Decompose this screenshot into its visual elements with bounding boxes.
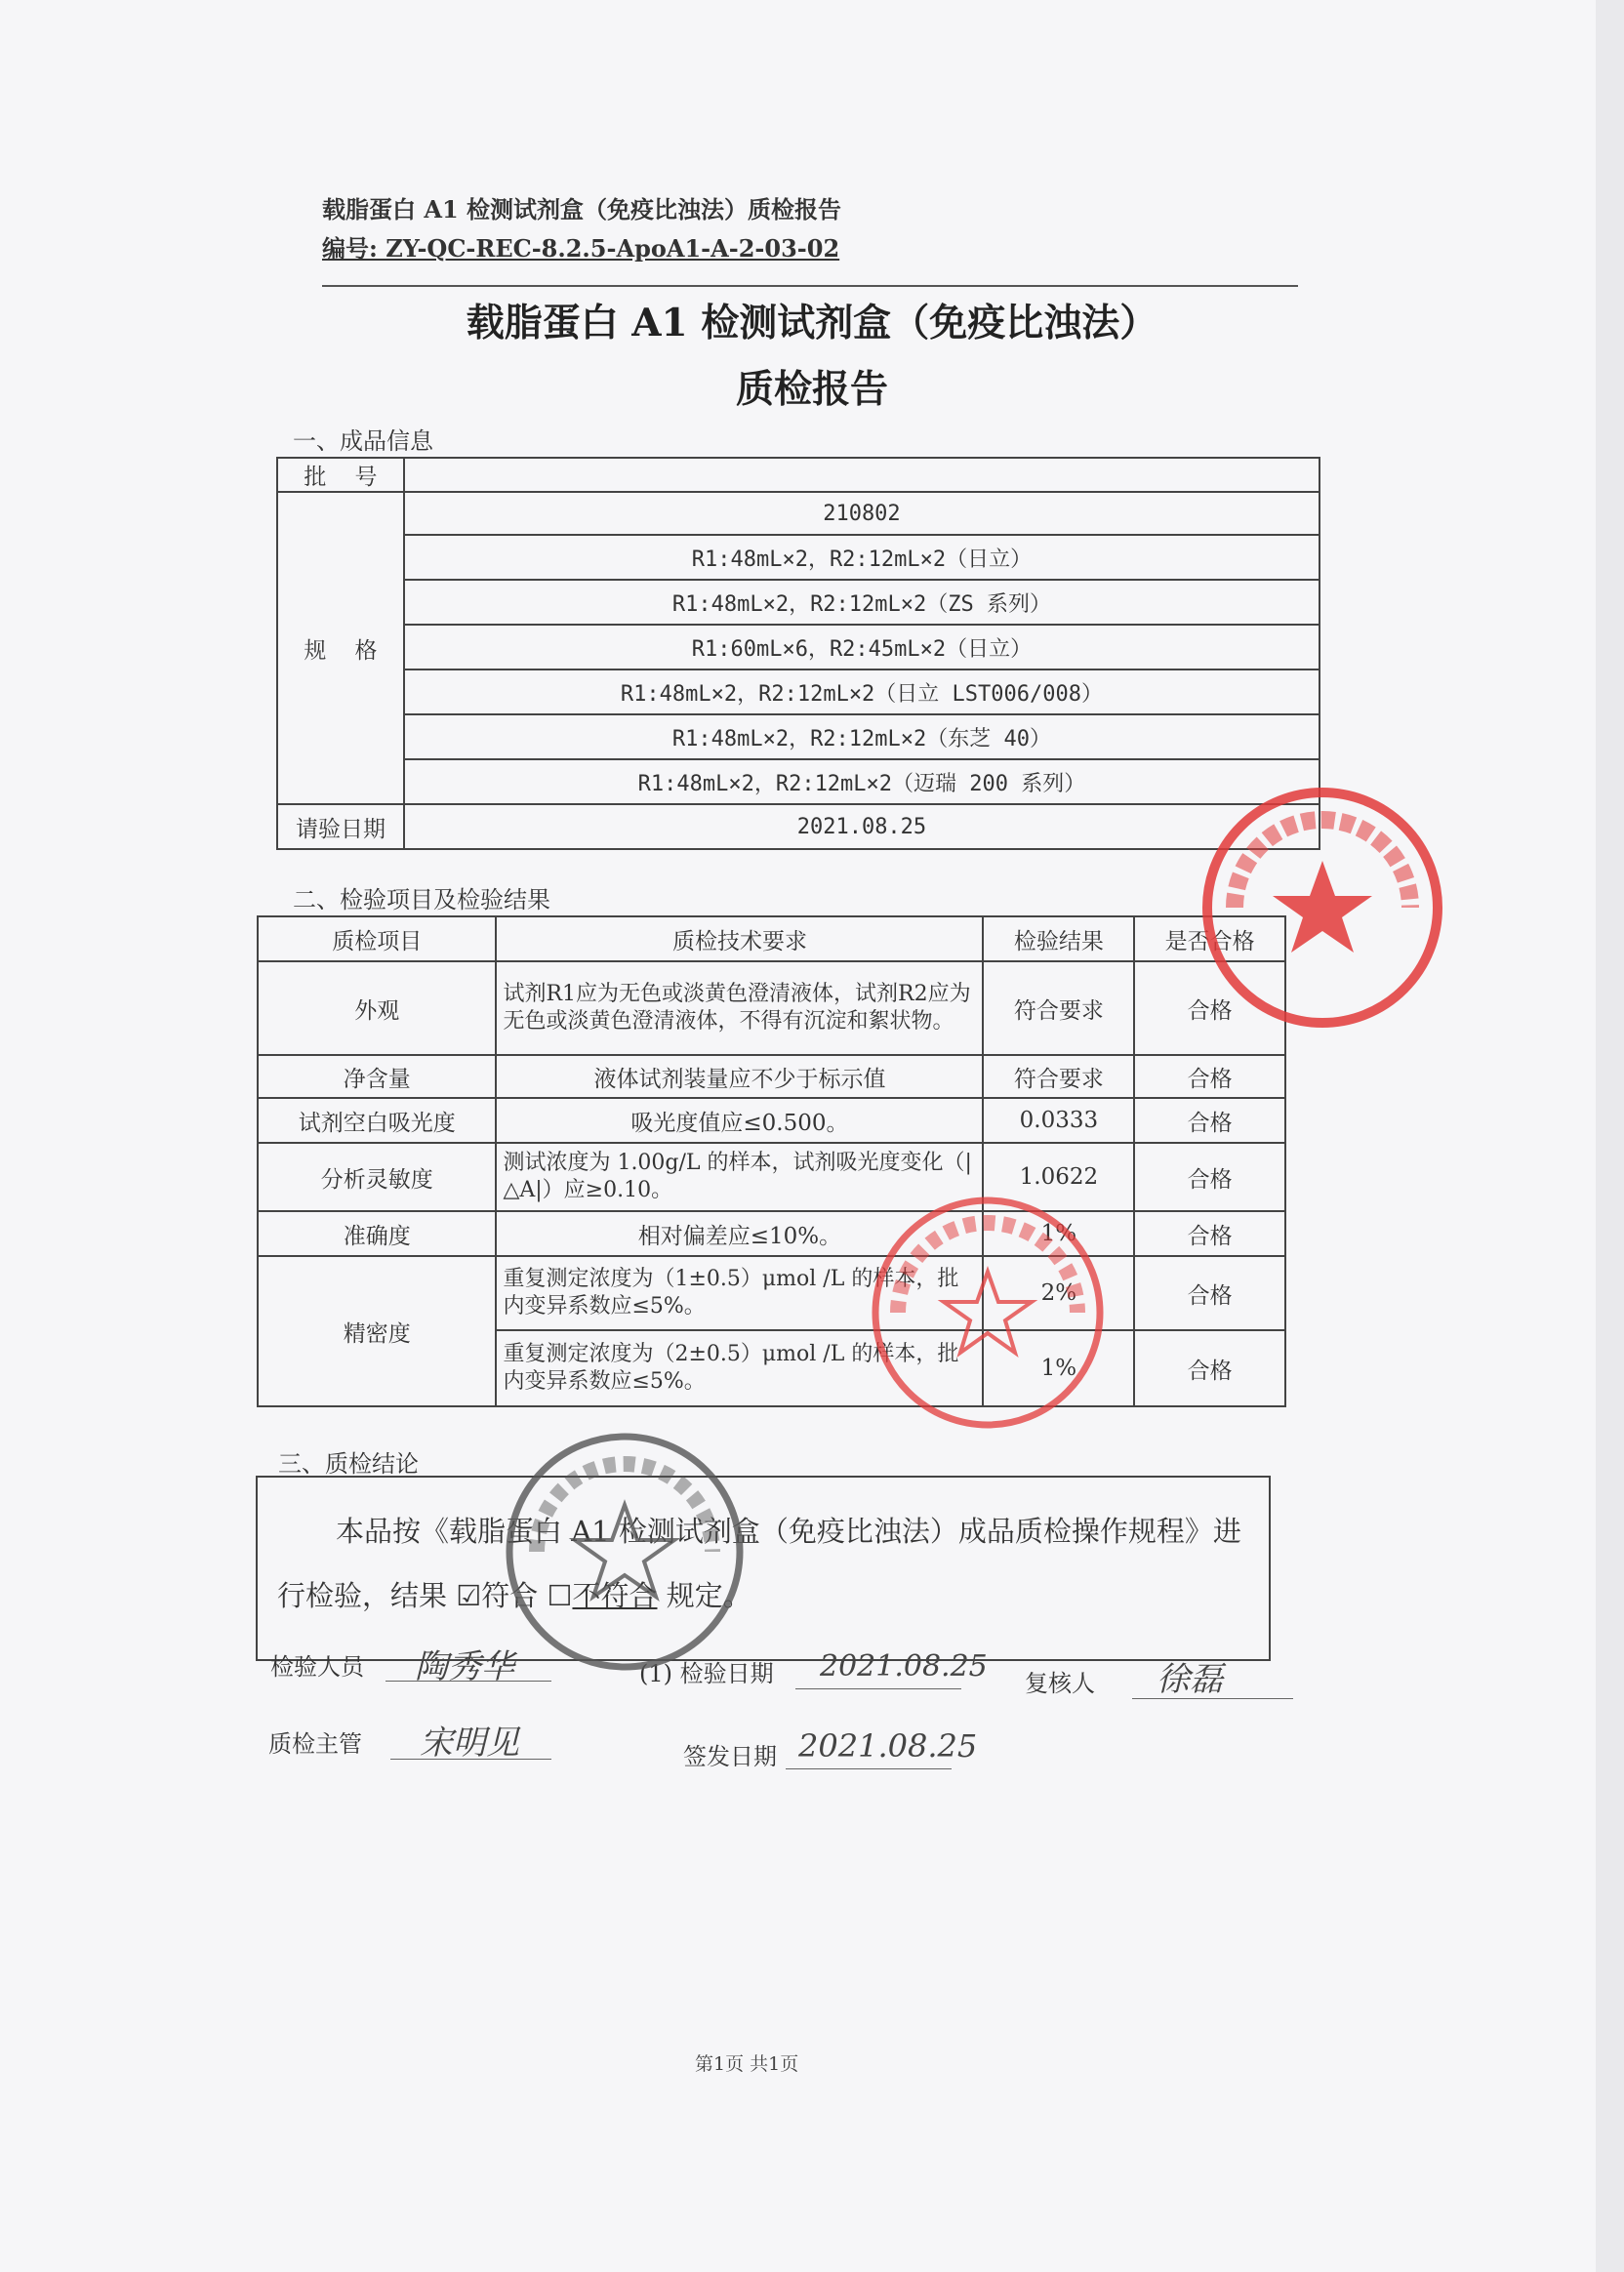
row-item: 分析灵敏度	[258, 1143, 496, 1211]
supervisor-line	[390, 1759, 551, 1760]
row-result: 符合要求	[983, 961, 1134, 1055]
header-divider	[322, 285, 1298, 287]
inspector-label: 检验人员	[270, 1653, 364, 1681]
report-subtitle: 质检报告	[735, 367, 888, 412]
section3-heading: 三、质检结论	[278, 1450, 419, 1478]
spec-item: R1:60mL×6，R2:45mL×2（日立）	[404, 625, 1320, 669]
conform-checkbox: ☑	[456, 1579, 482, 1612]
table-row	[258, 961, 1285, 1055]
header-code: 编号: ZY-QC-REC-8.2.5-ApoA1-A-2-03-02	[322, 234, 840, 263]
row-requirement: 重复测定浓度为（1±0.5）μmol /L 的样本，批内变异系数应≤5%。	[496, 1256, 983, 1330]
reviewer-line	[1132, 1698, 1293, 1699]
reviewer-signature: 徐磊	[1157, 1660, 1223, 1699]
row-pass: 合格	[1134, 1098, 1285, 1143]
row-item: 试剂空白吸光度	[258, 1098, 496, 1143]
batch-value: 210802	[404, 492, 1320, 535]
table-row	[258, 1098, 1285, 1143]
issue-date: 2021.08.25	[798, 1727, 978, 1765]
nonconform-checkbox: ☐	[547, 1579, 573, 1612]
row-item: 准确度	[258, 1211, 496, 1256]
inspect-date: 2021.08.25	[820, 1649, 988, 1684]
section1-heading: 一、成品信息	[293, 427, 433, 455]
row-requirement: 相对偏差应≤10%。	[496, 1211, 983, 1256]
section2-heading: 二、检验项目及检验结果	[293, 886, 550, 913]
row-requirement: 吸光度值应≤0.500。	[496, 1098, 983, 1143]
table-row	[258, 1055, 1285, 1098]
conclusion-text	[277, 1499, 1253, 1628]
supervisor-label: 质检主管	[268, 1730, 362, 1758]
row-item: 外观	[258, 961, 496, 1055]
row-pass: 合格	[1134, 961, 1285, 1055]
batch-row	[277, 492, 1320, 535]
inspect-date-label: (1) 检验日期	[639, 1660, 774, 1687]
batch-label-row	[277, 458, 1320, 492]
row-requirement: 重复测定浓度为（2±0.5）μmol /L 的样本，批内变异系数应≤5%。	[496, 1330, 983, 1406]
company-red-seal	[1196, 781, 1449, 1035]
header-doc-name: 载脂蛋白 A1 检测试剂盒（免疫比浊法）质检报告	[322, 195, 842, 223]
issue-date-line	[786, 1768, 952, 1769]
conform-option: 符合	[481, 1579, 539, 1612]
report-title: 载脂蛋白 A1 检测试剂盒（免疫比浊法）	[466, 301, 1158, 345]
row-result: 1.0622	[983, 1143, 1134, 1211]
company-gray-seal	[498, 1425, 751, 1679]
row-result: 2%	[983, 1256, 1134, 1330]
row-pass: 合格	[1134, 1143, 1285, 1211]
inspect-date-line	[795, 1688, 961, 1689]
spec-item: R1:48mL×2，R2:12mL×2（日立 LST006/008）	[404, 669, 1320, 714]
table-row	[258, 1143, 1285, 1211]
conclusion-box	[256, 1476, 1271, 1661]
row-requirement: 试剂R1应为无色或淡黄色澄清液体，试剂R2应为无色或淡黄色澄清液体，不得有沉淀和絮状物。	[496, 961, 983, 1055]
product-info-table	[276, 457, 1320, 850]
date-label: 请验日期	[277, 804, 404, 849]
date-value: 2021.08.25	[404, 804, 1320, 849]
row-requirement: 液体试剂装量应不少于标示值	[496, 1055, 983, 1098]
table-header-row	[258, 916, 1285, 961]
inspector-line	[386, 1681, 551, 1682]
spec-item: R1:48mL×2，R2:12mL×2（东芝 40）	[404, 714, 1320, 759]
row-pass: 合格	[1134, 1256, 1285, 1330]
col-item: 质检项目	[258, 916, 496, 961]
conclusion-body: 本品按《载脂蛋白 A1 检测试剂盒（免疫比浊法）成品质检操作规程》进行检验，结果	[277, 1515, 1241, 1612]
row-pass: 合格	[1134, 1211, 1285, 1256]
page-footer: 第1页 共1页	[695, 2053, 799, 2075]
inspection-table	[257, 915, 1286, 1407]
col-requirement: 质检技术要求	[496, 916, 983, 961]
col-result: 检验结果	[983, 916, 1134, 961]
date-row	[277, 804, 1320, 849]
row-result: 符合要求	[983, 1055, 1134, 1098]
supervisor-signature: 宋明见	[420, 1724, 519, 1763]
table-row	[258, 1256, 1285, 1330]
row-result: 0.0333	[983, 1098, 1134, 1143]
qa-dept-red-seal	[864, 1189, 1113, 1438]
inspector-signature: 陶秀华	[415, 1647, 514, 1686]
nonconform-option: 不符合	[572, 1579, 658, 1612]
spec-item: R1:48mL×2，R2:12mL×2（迈瑞 200 系列）	[404, 759, 1320, 804]
issue-date-label: 签发日期	[683, 1743, 777, 1770]
reviewer-label: 复核人	[1025, 1670, 1095, 1697]
table-row	[258, 1211, 1285, 1256]
row-result: 1%	[983, 1211, 1134, 1256]
row-pass: 合格	[1134, 1055, 1285, 1098]
row-item: 净含量	[258, 1055, 496, 1098]
batch-label: 批 号	[277, 458, 404, 492]
spec-label: 规 格	[277, 492, 404, 804]
row-result: 1%	[983, 1330, 1134, 1406]
spec-item: R1:48mL×2，R2:12mL×2（日立）	[404, 535, 1320, 580]
spec-item: R1:48mL×2，R2:12mL×2（ZS 系列）	[404, 580, 1320, 625]
conclusion-end: 规定。	[666, 1579, 751, 1612]
row-item: 精密度	[258, 1256, 496, 1406]
col-pass: 是否合格	[1134, 916, 1285, 961]
row-pass: 合格	[1134, 1330, 1285, 1406]
row-requirement: 测试浓度为 1.00g/L 的样本，试剂吸光度变化（|△A|）应≥0.10。	[496, 1143, 983, 1211]
